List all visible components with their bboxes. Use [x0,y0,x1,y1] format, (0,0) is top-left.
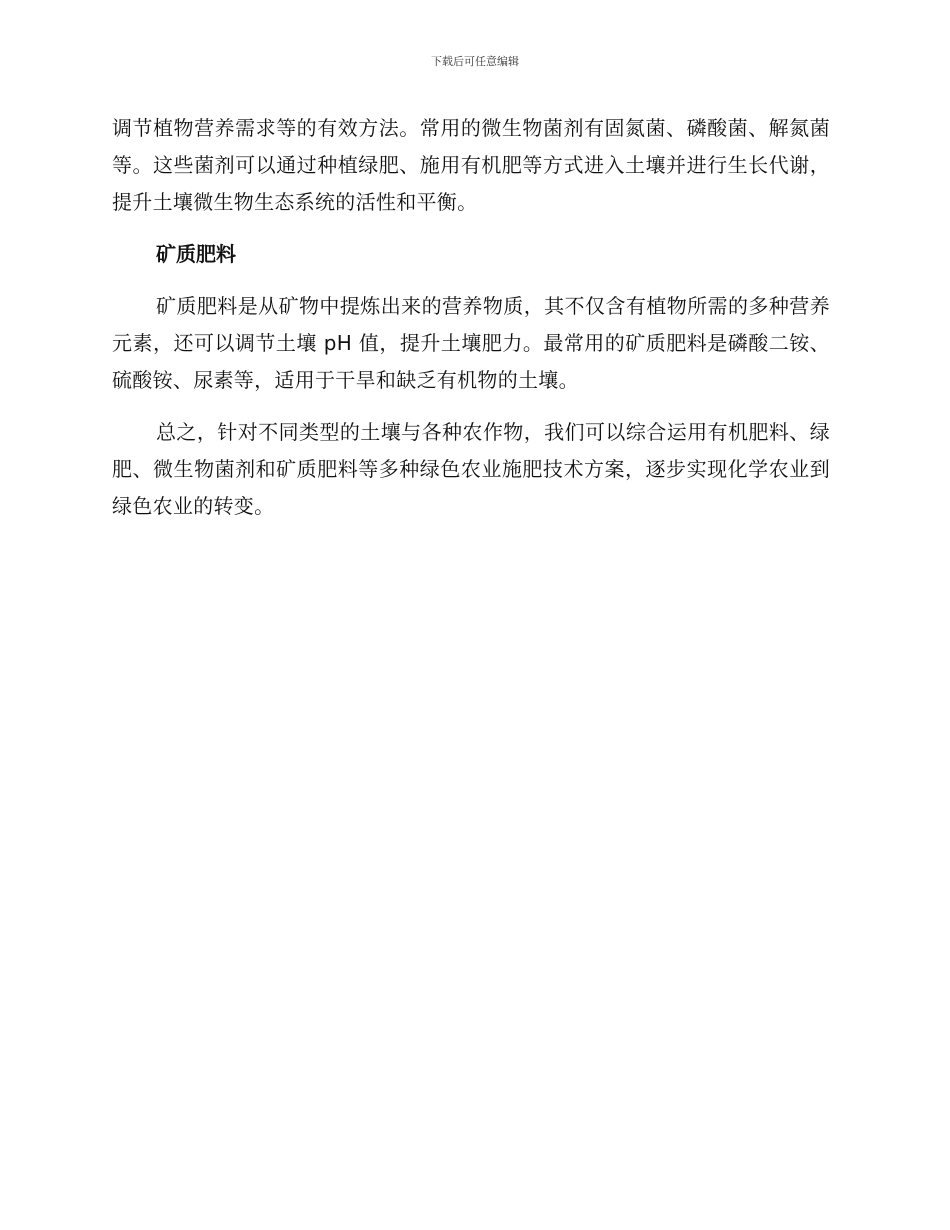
paragraph-continued: 调节植物营养需求等的有效方法。常用的微生物菌剂有固氮菌、磷酸菌、解氮菌等。这些菌剂可以通过种植绿肥、施用有机肥等方式进入土壤并进行生长代谢，提升土壤微生物生态系统的活性和平衡。 [112,116,830,214]
section-heading-mineral-fertilizer: 矿质肥料 [156,242,236,266]
header-note: 下载后可任意编辑 [431,55,519,68]
document-body [112,110,830,525]
paragraph-mineral-fertilizer: 矿质肥料是从矿物中提炼出来的营养物质，其不仅含有植物所需的多种营养元素，还可以调节土壤 pH 值，提升土壤肥力。最常用的矿质肥料是磷酸二铵、硫酸铵、尿素等，适用于干旱和缺乏有机物的土壤。 [112,294,830,392]
paragraph-conclusion: 总之，针对不同类型的土壤与各种农作物，我们可以综合运用有机肥料、绿肥、微生物菌剂和矿质肥料等多种绿色农业施肥技术方案，逐步实现化学农业到绿色农业的转变。 [112,420,830,518]
